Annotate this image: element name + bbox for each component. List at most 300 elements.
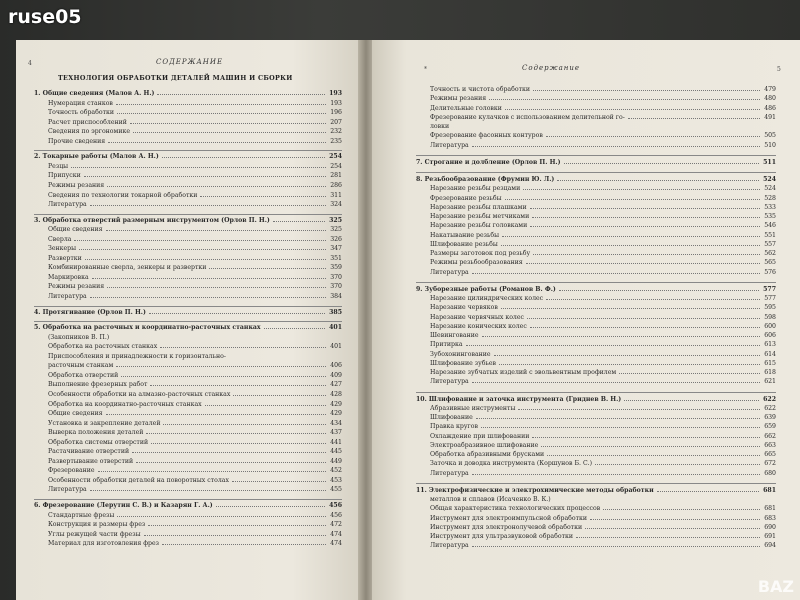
- toc-entry-title: 10. Шлифование и заточка инструмента (Гриднев В. Н.): [416, 395, 622, 403]
- toc-entry: [430, 259, 776, 266]
- toc-page-number: 474: [330, 540, 342, 548]
- toc-entry-title: Припуски: [48, 172, 81, 180]
- toc-entry: [48, 334, 342, 341]
- toc-entry-title: Прочие сведения: [48, 137, 106, 145]
- toc-page-number: 235: [330, 137, 342, 145]
- dot-leader: [472, 145, 760, 147]
- toc-entry-title: Развертки: [48, 254, 82, 262]
- section-divider: [416, 483, 776, 484]
- toc-entry: [48, 353, 342, 360]
- toc-entry: [48, 401, 342, 408]
- toc-entry: [48, 477, 342, 484]
- toc-entry: [48, 540, 342, 547]
- toc-entry-title: Конструкция и размеры фрез: [48, 521, 146, 529]
- dot-leader: [144, 534, 327, 536]
- toc-entry-title: Комбинированные сверла, зенкеры и развертки: [48, 264, 207, 272]
- toc-page-number: 621: [764, 378, 776, 386]
- section-divider: [34, 306, 342, 307]
- toc-page-number: 681: [763, 486, 776, 494]
- dot-leader: [590, 518, 760, 520]
- toc-entry-title: Накатывание резьбы: [430, 231, 500, 239]
- toc-page-number: 401: [329, 324, 342, 332]
- toc-entry-title: Охлаждение при шлифовании: [430, 432, 530, 440]
- toc-entry-title: Режимы резания: [48, 181, 105, 189]
- toc-page-number: 428: [330, 390, 342, 398]
- toc-page-number: 474: [330, 530, 342, 538]
- dot-leader: [116, 365, 326, 367]
- toc-entry: [48, 100, 342, 107]
- toc-entry: [430, 505, 776, 512]
- toc-page-number: 455: [330, 486, 342, 494]
- toc-entry-title: Сверла: [48, 235, 72, 243]
- dot-leader: [546, 135, 760, 137]
- toc-entry-title: Режимы резания: [48, 283, 105, 291]
- dot-leader: [541, 445, 760, 447]
- toc-page-number: 281: [330, 172, 342, 180]
- toc-entry-title: Нумерация станков: [48, 99, 113, 107]
- dot-leader: [657, 490, 759, 492]
- toc-entry: [430, 185, 776, 192]
- section-divider: [416, 392, 776, 393]
- toc-page-number: 427: [330, 381, 342, 389]
- toc-entry-title: Нарезание цилиндрических колес: [430, 295, 544, 302]
- dot-leader: [559, 289, 759, 291]
- toc-entry: [48, 467, 342, 474]
- toc-entry: [430, 95, 776, 102]
- toc-entry: [430, 142, 776, 149]
- toc-entry: [48, 458, 342, 465]
- toc-entry: [48, 201, 342, 208]
- dot-leader: [505, 108, 760, 110]
- toc-entry-title: Расчет приспособлений: [48, 118, 127, 126]
- toc-entry-title: Резцы: [48, 162, 69, 170]
- toc-entry: [48, 521, 342, 528]
- toc-page-number: 370: [330, 283, 342, 291]
- dot-leader: [79, 248, 326, 250]
- dot-leader: [501, 244, 760, 246]
- toc-page-number: 511: [763, 158, 776, 166]
- section-divider: [34, 214, 342, 215]
- toc-entry: [48, 192, 342, 199]
- toc-entry-title: Фрезерование: [48, 467, 95, 475]
- dot-leader: [502, 235, 760, 237]
- toc-page-number: 639: [764, 414, 776, 421]
- toc-entry-title: Особенности обработки деталей на поворотных столах: [48, 476, 229, 484]
- toc-page-number: 193: [329, 90, 342, 97]
- toc-entry-title: Размеры заготовок под резьбу: [430, 250, 531, 257]
- toc-entry-title: Нарезание резьбы резцами: [430, 185, 521, 193]
- toc-entry: [430, 433, 776, 440]
- toc-entry-title: Литература: [48, 293, 87, 300]
- toc-entry: [430, 204, 776, 211]
- toc-page-number: 207: [330, 118, 342, 126]
- toc-entry-title: Сведения по эргономике: [48, 128, 130, 136]
- dot-leader: [116, 103, 326, 105]
- toc-page-number: 193: [330, 99, 342, 107]
- toc-entry-title: Инструмент для ультразвуковой обработки: [430, 533, 573, 540]
- toc-entry: [430, 332, 776, 339]
- toc-section-heading: [34, 324, 342, 331]
- dot-leader: [466, 344, 761, 346]
- toc-entry: [430, 460, 776, 467]
- toc-entry-title: (Закопников В. П.): [48, 333, 110, 341]
- toc-entry: [48, 245, 342, 252]
- toc-page-number: 486: [764, 104, 776, 112]
- toc-entry-title: Нарезание резьбы головками: [430, 222, 528, 230]
- toc-entry-title: 3. Обработка отверстий размерным инструментом (Орлов П. Н.): [34, 216, 270, 224]
- toc-page-number: 196: [330, 109, 342, 117]
- toc-entry-title: Точность и чистота обработки: [430, 86, 530, 93]
- toc-entry-title: Притирка: [430, 341, 463, 349]
- toc-page-number: 429: [330, 400, 342, 408]
- toc-entry-title: Обработка отверстий: [48, 371, 119, 379]
- dot-leader: [518, 408, 760, 410]
- toc-page-number: 406: [330, 362, 342, 370]
- dot-leader: [84, 175, 326, 177]
- dot-leader: [564, 162, 760, 164]
- dot-leader: [530, 207, 761, 209]
- dot-leader: [74, 239, 326, 241]
- toc-entry: [430, 232, 776, 239]
- toc-entry-title: Материал для изготовления фрез: [48, 540, 160, 548]
- toc-entry-title: Сведения по технологии токарной обработки: [48, 191, 198, 199]
- toc-entry: [430, 360, 776, 367]
- toc-page-number: 479: [764, 86, 776, 93]
- dot-leader: [216, 505, 325, 507]
- dot-leader: [482, 335, 761, 337]
- section-divider: [34, 321, 342, 322]
- dot-leader: [146, 432, 326, 434]
- toc-entry: [48, 163, 342, 170]
- toc-page-number: 694: [764, 542, 776, 550]
- toc-section-heading: [34, 502, 342, 509]
- toc-entry: [430, 451, 776, 458]
- toc-entry-title: Литература: [430, 378, 469, 386]
- toc-entry: [430, 304, 776, 311]
- right-page-header: Содержание: [522, 64, 581, 72]
- toc-entry-title: Обработка абразивными брусками: [430, 451, 545, 458]
- toc-entry: [430, 86, 776, 93]
- toc-page-number: 662: [764, 432, 776, 440]
- toc-entry-title: Электроабразивное шлифование: [430, 441, 539, 449]
- toc-entry: [48, 448, 342, 455]
- dot-leader: [106, 413, 327, 415]
- dot-leader: [501, 307, 760, 309]
- toc-entry: [48, 410, 342, 417]
- toc-page-number: 385: [329, 308, 342, 316]
- toc-section-heading: [416, 159, 776, 166]
- toc-page-number: 456: [330, 511, 342, 519]
- toc-entry-title: Нарезание червяков: [430, 304, 498, 312]
- toc-entry: [430, 515, 776, 522]
- left-page-header: СОДЕРЖАНИЕ: [156, 58, 224, 66]
- toc-entry: [430, 351, 776, 358]
- dot-leader: [476, 417, 760, 419]
- toc-page-number: 325: [330, 226, 342, 234]
- dot-leader: [107, 286, 326, 288]
- left-page-mark: 4: [28, 60, 32, 67]
- toc-page-number: 672: [764, 460, 776, 468]
- toc-page-number: 286: [330, 181, 342, 189]
- dot-leader: [150, 384, 326, 386]
- toc-entry: [430, 241, 776, 248]
- dot-leader: [533, 253, 760, 255]
- toc-entry-title: Стандартные фрезы: [48, 511, 115, 519]
- toc-entry-title: ловки: [430, 123, 450, 130]
- toc-page-number: 681: [764, 505, 776, 513]
- toc-page-number: 505: [764, 132, 776, 140]
- toc-entry: [430, 524, 776, 531]
- toc-section-heading: [416, 176, 776, 183]
- toc-entry-title: Шлифование зубьев: [430, 359, 496, 367]
- toc-entry-title: Нарезание резьбы плашками: [430, 203, 527, 211]
- toc-page-number: 535: [764, 213, 776, 220]
- toc-entry-title: Обработка на расточных станках: [48, 343, 158, 351]
- toc-entry-title: Литература: [430, 542, 469, 550]
- toc-section-heading: [416, 487, 776, 494]
- dot-leader: [585, 527, 760, 529]
- toc-entry: [48, 283, 342, 290]
- dot-leader: [151, 442, 326, 444]
- toc-entry-title: Инструмент для электроимпульсной обработки: [430, 514, 588, 522]
- dot-leader: [132, 451, 326, 453]
- watermark-logo: ruse05: [8, 6, 82, 28]
- dot-leader: [533, 89, 760, 91]
- dot-leader: [232, 480, 326, 482]
- toc-entry-title: Выверка положения деталей: [48, 429, 144, 437]
- toc-entry: [48, 429, 342, 436]
- toc-entry-title: Фрезерование кулачков с использованием делительной го-: [430, 113, 625, 121]
- toc-entry-title: Особенности обработки на алмазно-расточных станках: [48, 390, 231, 398]
- toc-entry-title: Общие сведения: [48, 226, 103, 234]
- toc-entry: [430, 405, 776, 412]
- dot-leader: [472, 545, 760, 547]
- dot-leader: [130, 122, 326, 124]
- watermark-corner: BAZ: [757, 577, 794, 596]
- toc-page-number: 600: [764, 322, 776, 330]
- dot-leader: [106, 229, 327, 231]
- dot-leader: [494, 354, 761, 356]
- toc-page-number: 326: [330, 235, 342, 243]
- dot-leader: [273, 220, 325, 222]
- toc-entry: [48, 362, 342, 369]
- toc-entry-title: Зубохонингование: [430, 350, 491, 358]
- toc-entry-title: Углы режущей части фрезы: [48, 530, 141, 538]
- toc-page-number: 325: [329, 216, 342, 224]
- dot-leader: [576, 536, 760, 538]
- toc-entry-title: Заточка и доводка инструмента (Коршунов Б. С.): [430, 460, 593, 468]
- toc-entry: [430, 269, 776, 276]
- toc-entry-title: 7. Строгание и долбление (Орлов П. Н.): [416, 158, 561, 166]
- toc-page-number: 546: [764, 222, 776, 230]
- dot-leader: [472, 381, 760, 383]
- toc-page-number: 311: [330, 191, 342, 199]
- toc-page-number: 562: [764, 250, 776, 257]
- toc-entry-title: 8. Резьбообразование (Фрумин Ю. Л.): [416, 176, 555, 183]
- toc-page-number: 456: [329, 502, 342, 509]
- dot-leader: [107, 185, 326, 187]
- toc-entry-title: 4. Протягивание (Орлов П. Н.): [34, 308, 146, 316]
- toc-entry: [430, 222, 776, 229]
- dot-leader: [233, 394, 326, 396]
- toc-entry-title: Установка и закрепление деталей: [48, 419, 161, 427]
- toc-entry-title: Обработка на координатно-расточных станках: [48, 400, 202, 408]
- toc-page-number: 401: [330, 343, 342, 351]
- toc-page-number: 665: [764, 451, 776, 458]
- dot-leader: [530, 225, 760, 227]
- toc-entry-title: Выполнение фрезерных работ: [48, 381, 148, 389]
- toc-entry: [48, 293, 342, 300]
- toc-page-number: 453: [330, 476, 342, 484]
- dot-leader: [523, 188, 760, 190]
- dot-leader: [628, 117, 760, 119]
- toc-page-number: 472: [330, 521, 342, 529]
- toc-page-number: 491: [764, 113, 776, 121]
- toc-entry: [48, 128, 342, 135]
- toc-page-number: 595: [764, 304, 776, 312]
- toc-entry-title: Нарезание конических колес: [430, 322, 527, 330]
- toc-entry: [430, 114, 776, 121]
- dot-leader: [547, 454, 760, 456]
- dot-leader: [527, 317, 760, 319]
- dot-leader: [505, 198, 761, 200]
- toc-entry: [48, 264, 342, 271]
- toc-entry-title: Режимы резания: [430, 95, 487, 103]
- toc-entry-title: 6. Фрезерование (Лерутин С. В.) и Казарян Г. А.): [34, 502, 213, 509]
- toc-page-number: 351: [330, 254, 342, 262]
- dot-leader: [557, 179, 759, 181]
- toc-page-number: 445: [330, 448, 342, 456]
- toc-entry-title: Литература: [48, 201, 87, 209]
- toc-entry: [48, 255, 342, 262]
- toc-entry: [48, 138, 342, 145]
- toc-page-number: 622: [763, 395, 776, 403]
- dot-leader: [162, 543, 326, 545]
- toc-page-number: 683: [764, 514, 776, 522]
- toc-entry: [48, 391, 342, 398]
- toc-entry-title: Шлифование резьбы: [430, 240, 498, 248]
- dot-leader: [499, 363, 760, 365]
- dot-leader: [162, 156, 325, 158]
- toc-entry-title: расточным станкам: [48, 362, 114, 370]
- dot-leader: [205, 404, 327, 406]
- dot-leader: [71, 166, 326, 168]
- toc-section-heading: [34, 153, 342, 160]
- toc-entry-title: 1. Общие сведения (Малов А. Н.): [34, 90, 155, 97]
- toc-entry-title: Общая характеристика технологических процессов: [430, 505, 601, 513]
- dot-leader: [532, 216, 760, 218]
- toc-page-number: 254: [329, 153, 342, 161]
- dot-leader: [472, 473, 760, 475]
- toc-entry-title: Литература: [430, 469, 469, 477]
- toc-entry: [48, 236, 342, 243]
- toc-entry: [430, 470, 776, 477]
- dot-leader: [90, 296, 326, 298]
- toc-section-heading: [416, 396, 776, 403]
- right-page-mark: *: [424, 66, 427, 73]
- toc-page-number: 618: [764, 369, 776, 376]
- dot-leader: [532, 436, 760, 438]
- toc-entry: [430, 123, 776, 130]
- toc-entry-title: Точность обработки: [48, 109, 114, 117]
- toc-entry: [430, 132, 776, 139]
- section-divider: [34, 499, 342, 500]
- toc-entry-title: Абразивные инструменты: [430, 404, 516, 412]
- toc-entry-title: Нарезание резьбы метчиками: [430, 213, 530, 220]
- toc-page-number: 324: [330, 201, 342, 209]
- toc-entry-title: Инструмент для электронолучевой обработки: [430, 523, 583, 531]
- dot-leader: [595, 463, 760, 465]
- toc-entry: [48, 274, 342, 281]
- toc-entry-title: Общие сведения: [48, 410, 103, 418]
- right-page-number: 5: [777, 66, 781, 73]
- toc-entry: [430, 295, 776, 302]
- toc-page-number: 557: [764, 240, 776, 248]
- dot-leader: [117, 515, 326, 517]
- toc-entry: [430, 195, 776, 202]
- toc-page-number: 524: [763, 176, 776, 183]
- dot-leader: [160, 346, 326, 348]
- toc-section-heading: [416, 286, 776, 293]
- toc-entry: [430, 378, 776, 385]
- toc-entry: [48, 381, 342, 388]
- toc-page-number: 524: [764, 185, 776, 193]
- toc-page-number: 359: [330, 264, 342, 272]
- dot-leader: [90, 204, 326, 206]
- toc-entry: [430, 414, 776, 421]
- toc-page-number: 663: [764, 441, 776, 449]
- dot-leader: [472, 272, 760, 274]
- toc-entry: [430, 542, 776, 549]
- toc-entry-title: Литература: [430, 141, 469, 149]
- toc-entry-title: металлов и сплавов (Исаченко В. К.): [430, 496, 551, 503]
- dot-leader: [157, 93, 325, 95]
- toc-page-number: 690: [764, 523, 776, 531]
- toc-entry-title: Правка кругов: [430, 423, 478, 431]
- right-page: [372, 40, 800, 600]
- toc-page-number: 437: [330, 429, 342, 437]
- toc-entry: [430, 496, 776, 503]
- toc-entry-title: Делительные головки: [430, 104, 502, 112]
- toc-entry-title: Нарезание червячных колес: [430, 313, 524, 321]
- toc-page-number: 429: [330, 410, 342, 418]
- toc-page-number: 510: [764, 141, 776, 149]
- left-section-title: ТЕХНОЛОГИЯ ОБРАБОТКИ ДЕТАЛЕЙ МАШИН И СБОРКИ: [58, 74, 293, 82]
- toc-page-number: 606: [764, 332, 776, 339]
- toc-entry: [430, 533, 776, 540]
- toc-page-number: 622: [764, 404, 776, 412]
- toc-page-number: 347: [330, 245, 342, 253]
- toc-entry-title: 11. Электрофизические и электрохимические методы обработки: [416, 486, 654, 494]
- toc-entry: [430, 314, 776, 321]
- toc-page-number: 434: [330, 419, 342, 427]
- toc-page-number: 551: [764, 231, 776, 239]
- toc-page-number: 528: [764, 194, 776, 202]
- dot-leader: [121, 375, 326, 377]
- toc-entry: [48, 372, 342, 379]
- toc-page-number: 614: [764, 350, 776, 358]
- toc-page-number: 449: [330, 457, 342, 465]
- toc-entry: [48, 182, 342, 189]
- section-divider: [416, 282, 776, 283]
- toc-page-number: 598: [764, 313, 776, 321]
- toc-page-number: 659: [764, 423, 776, 431]
- toc-entry: [48, 512, 342, 519]
- toc-entry: [430, 105, 776, 112]
- toc-entry: [48, 119, 342, 126]
- toc-page-number: 441: [330, 438, 342, 446]
- toc-entry: [430, 369, 776, 376]
